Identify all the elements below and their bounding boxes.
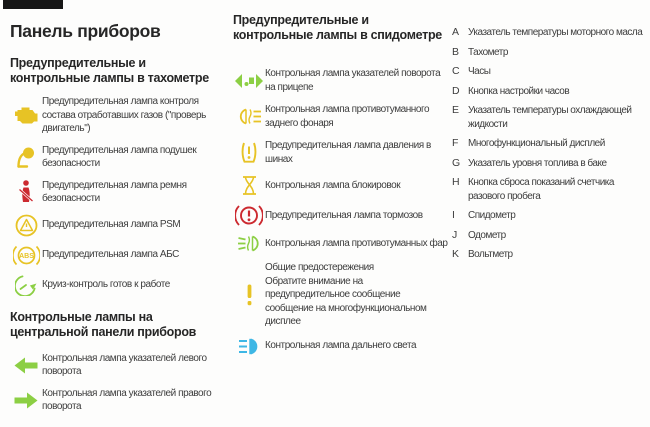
cruise-control-icon [10, 274, 42, 296]
legend-item-note: Обратите внимание на предупредительное сообщение сообщение на многофункциональном дисплее [265, 275, 427, 327]
legend-item [233, 205, 448, 226]
legend-key-letter: K [452, 248, 459, 260]
speedometer-lamp-list [233, 67, 448, 355]
legend-item-label: Общие предостережения [265, 262, 374, 273]
svg-text:ABS: ABS [18, 252, 34, 260]
legend-item-text [265, 67, 448, 94]
legend-item-text [265, 261, 448, 329]
legend-item-text [42, 387, 216, 414]
section-heading-tachometer: Предупредительные и контрольные лампы в тахометре [10, 56, 209, 85]
legend-item-text [42, 95, 216, 136]
legend-key-row [452, 157, 650, 171]
legend-key-label: Многофункциональный дисплей [468, 138, 605, 149]
tire-pressure-icon [233, 142, 265, 163]
legend-item-text [265, 179, 400, 193]
legend-item [233, 338, 448, 355]
page-header-bar-fragment [3, 0, 63, 9]
legend-key-row [452, 176, 650, 203]
legend-item-label: Предупредительная лампа тормозов [265, 209, 423, 221]
airbag-icon [10, 146, 42, 168]
high-beam-icon [233, 338, 265, 355]
legend-item [233, 261, 448, 329]
legend-item-label: Предупредительная лампа подушек безопасности [42, 144, 197, 169]
legend-key-letter: I [452, 209, 455, 221]
legend-key-label: Кнопка настройки часов [468, 85, 570, 97]
legend-item-label: Предупредительная лампа ремня безопасности [42, 179, 187, 204]
legend-item [233, 235, 448, 252]
legend-item-text [42, 352, 216, 379]
legend-key-letter: J [452, 228, 458, 241]
front-fog-lamp-icon [233, 235, 265, 252]
legend-item [233, 139, 448, 166]
legend-key-row [452, 65, 650, 79]
legend-key-label: Вольтметр [468, 249, 513, 260]
legend-item [233, 67, 448, 94]
legend-key-row [452, 209, 650, 223]
reference-key-column [452, 26, 650, 268]
legend-item-label: Предупредительная лампа АБС [42, 249, 179, 261]
legend-item-label: Предупредительная лампа контроля состава отработавших газов ("проверь двигатель") [42, 96, 206, 134]
legend-item-text [265, 139, 448, 166]
central-panel-lamp-list [10, 352, 222, 414]
psm-icon [10, 214, 42, 237]
legend-key-row [452, 85, 650, 99]
legend-item [233, 175, 448, 196]
legend-key-letter: A [452, 26, 459, 38]
legend-item [10, 387, 222, 414]
trailer-turn-icon [233, 73, 265, 89]
legend-key-letter: E [452, 104, 459, 116]
legend-item-text [265, 209, 423, 223]
legend-item [10, 144, 222, 171]
middle-column [233, 13, 448, 364]
section-heading-central-panel: Контрольные лампы на центральной панели приборов [10, 309, 197, 339]
legend-item-label: Контрольная лампа дальнего света [265, 340, 417, 352]
legend-item [10, 214, 222, 237]
legend-key-label: Указатель температуры охлаждающей жидкости [468, 105, 632, 130]
brake-warning-icon [233, 205, 265, 226]
legend-key-letter: C [452, 65, 460, 77]
legend-key-letter: D [452, 84, 460, 97]
legend-key-row [452, 46, 650, 60]
legend-item [10, 179, 222, 206]
legend-item [10, 352, 222, 379]
legend-key-row [452, 137, 650, 151]
legend-key-letter: B [452, 45, 459, 58]
legend-key-row [452, 248, 650, 262]
legend-item-label: Контрольная лампа указателей левого поворота [42, 352, 207, 377]
legend-item-label: Контрольная лампа указателей правого поворота [42, 387, 212, 412]
legend-item-text [265, 237, 448, 251]
legend-key-label: Часы [468, 66, 491, 77]
legend-key-letter: G [452, 156, 460, 169]
legend-key-label: Указатель температуры моторного масла [468, 27, 643, 38]
legend-item-label: Предупредительная лампа давления в шинах [265, 140, 431, 165]
abs-icon [10, 245, 42, 266]
legend-key-row [452, 104, 650, 131]
seatbelt-icon [10, 180, 42, 204]
legend-item-label: Контрольная лампа противотуманных фар [265, 237, 448, 249]
legend-key-label: Кнопка сброса показаний счетчика разового пробега [468, 177, 614, 202]
legend-item-text [42, 248, 179, 262]
legend-key-label: Указатель уровня топлива в баке [468, 157, 607, 169]
legend-item [10, 245, 222, 266]
legend-item-label: Предупредительная лампа PSM [42, 219, 181, 231]
legend-item-text [265, 103, 448, 130]
rear-fog-lamp-icon [233, 108, 265, 125]
reference-key-list [452, 26, 650, 262]
legend-item [10, 95, 222, 136]
legend-key-letter: F [452, 137, 459, 149]
legend-key-letter: H [452, 176, 460, 188]
page-title: Панель приборов [10, 21, 161, 41]
legend-item-label: Контрольная лампа блокировок [265, 179, 401, 191]
diff-lock-icon [233, 175, 265, 196]
legend-key-row [452, 229, 650, 243]
section-heading-speedometer: Предупредительные и контрольные лампы в спидометре [233, 13, 442, 42]
left-column [10, 21, 222, 422]
right-turn-icon [10, 392, 42, 409]
check-engine-icon [10, 107, 42, 124]
left-turn-icon [10, 357, 42, 374]
tachometer-lamp-list [10, 95, 222, 296]
legend-item [10, 274, 222, 296]
legend-item-text [42, 218, 180, 232]
legend-key-row [452, 26, 650, 40]
legend-item-label: Контрольная лампа противотуманного заднего фонаря [265, 104, 430, 129]
legend-item-text [265, 339, 416, 353]
legend-key-label: Одометр [468, 229, 506, 241]
legend-item-label: Контрольная лампа указателей поворота на прицепе [265, 68, 441, 93]
legend-item-text [42, 179, 216, 206]
legend-item-text [42, 278, 170, 292]
legend-item [233, 103, 448, 130]
legend-key-label: Спидометр [468, 210, 516, 221]
legend-item-label: Круиз-контроль готов к работе [42, 278, 170, 290]
general-warning-icon [233, 284, 265, 306]
legend-item-text [42, 144, 216, 171]
legend-key-label: Тахометр [468, 46, 508, 58]
